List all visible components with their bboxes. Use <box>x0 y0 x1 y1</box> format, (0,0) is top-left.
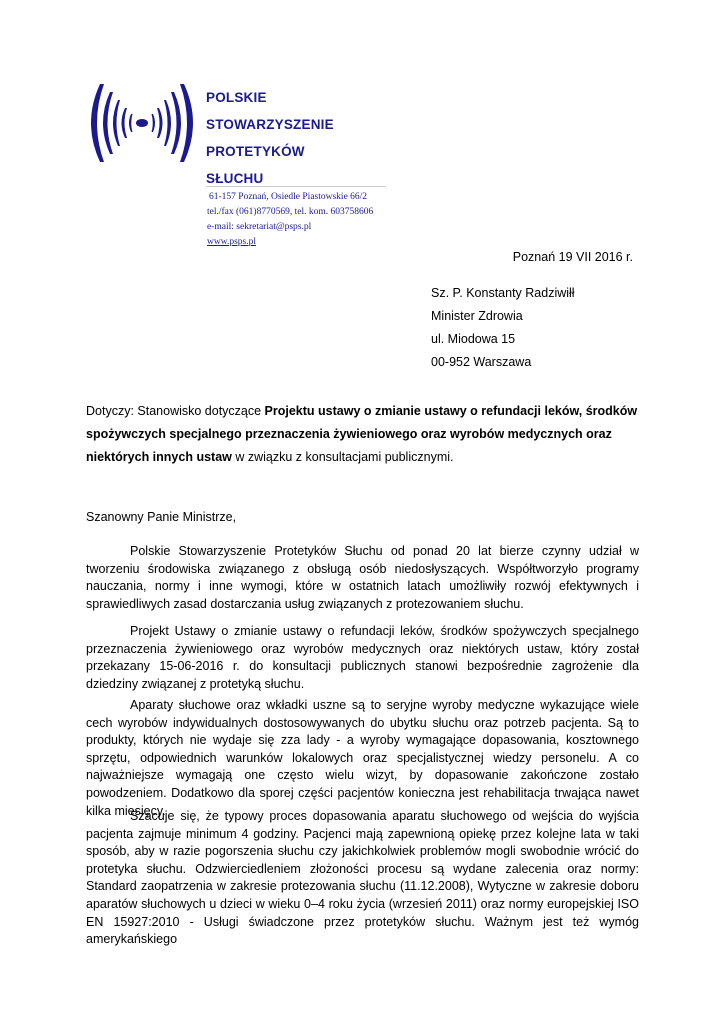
recipient-position: Minister Zdrowia <box>431 309 523 323</box>
contact-block <box>207 190 373 250</box>
paragraph-2: Projekt Ustawy o zmianie ustawy o refundacji leków, środków spożywczych specjalnego przeznaczenia żywieniowego oraz wyrobów medycznych oraz niektórych ustaw, który został przekazany 15-06-2016 r. do konsultacji publicznych stanowi bezpośrednie zagrożenie dla dziedziny związanej z protetyką słuchu. <box>86 624 639 691</box>
subject-prefix: Dotyczy: Stanowisko dotyczące <box>86 404 265 418</box>
org-address: 61-157 Poznań, Osiedle Piastowskie 66/2 <box>209 192 368 202</box>
letterhead-divider <box>206 186 386 187</box>
paragraph-4: Szacuje się, że typowy proces dopasowania aparatu słuchowego od wejścia do wyjścia pacjenta zajmuje minimum 4 godziny. Pacjenci mają zapewnioną opiekę przez kolejne lata w taki sposób, aby w razie pogorszenia słuchu czy jakichkolwiek problemów mogli swobodnie wrócić do protetyka słuchu. Odzwierciedleniem złożoności procesu są wydane zalecenia oraz normy: Standard zaopatrzenia w zakresie protezowania słuchu (11.12.2008), Wytyczne w zakresie doboru aparatów słuchowych u dzieci w wieku 0–4 roku życia (wrzesień 2011) oraz normy europejskiej ISO EN 15927:2010 - Usługi świadczone przez protetyków słuchu. Ważnym jest też wymóg amerykańskiego <box>86 809 639 947</box>
subject-line <box>86 400 646 469</box>
letter-date: Poznań 19 VII 2016 r. <box>512 250 633 264</box>
subject-suffix: w związku z konsultacjami publicznymi. <box>231 450 454 464</box>
org-phone: tel./fax (061)8770569, tel. kom. 603758606 <box>207 207 374 217</box>
recipient-name: Sz. P. Konstanty Radziwiłł <box>431 286 575 300</box>
org-name-line-4: SŁUCHU <box>206 171 264 186</box>
recipient-address <box>431 282 575 374</box>
logo-sound-waves-icon <box>90 82 194 164</box>
greeting: Szanowny Panie Ministrze, <box>86 510 237 524</box>
paragraph-3: Aparaty słuchowe oraz wkładki uszne są to seryjne wyroby medyczne wykazujące wiele cech wyrobów indywidualnych dostosowywanych do ubytku słuchu oraz potrzeb pacjenta. Są to produkty, których nie wydaje się zza lady - a wyroby wymagające dopasowania, kosztownego sprzętu, odpowiednich warunków lokalowych oraz specjalistycznej wiedzy personelu. A co najważniejsze wymagają one często wielu wizyt, by dopasowanie zakończone zostało powodzeniem. Dodatkowo dla sporej części pacjentów konieczna jest rehabilitacja trwająca nawet kilka miesięcy. <box>86 698 639 818</box>
organization-name <box>206 84 334 192</box>
recipient-street: ul. Miodowa 15 <box>431 332 516 346</box>
org-email: e-mail: sekretariat@psps.pl <box>207 222 312 232</box>
org-name-line-2: STOWARZYSZENIE <box>206 117 334 132</box>
org-website-link[interactable]: www.psps.pl <box>207 237 256 247</box>
paragraph-1: Polskie Stowarzyszenie Protetyków Słuchu od ponad 20 lat bierze czynny udział w tworzeniu środowiska związanego z obsługą osób niedosłyszących. Współtworzyło programy nauczania, normy i inne wymogi, które w ostatnich latach umożliwiły rozwój efektywnych i sprawiedliwych zasad dostarczania usług związanych z protezowaniem słuchu. <box>86 544 639 611</box>
org-name-line-1: POLSKIE <box>206 90 267 105</box>
subject-title: Projektu ustawy o zmianie ustawy o refundacji leków, środków spożywczych specjalnego przeznaczenia żywieniowego oraz wyrobów medycznych oraz niektórych innych ustaw <box>86 404 638 464</box>
org-name-line-3: PROTETYKÓW <box>206 144 305 159</box>
recipient-city: 00-952 Warszawa <box>431 355 532 369</box>
